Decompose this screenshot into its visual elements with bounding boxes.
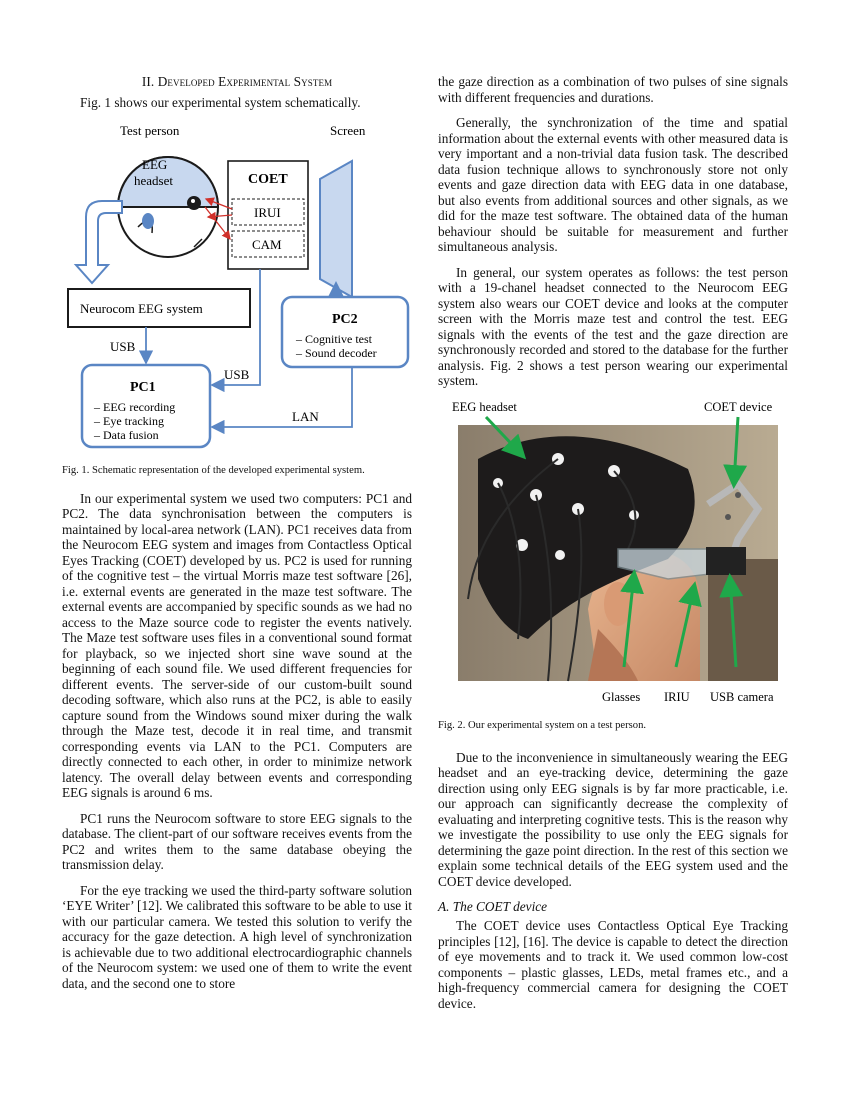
usb-right-label: USB [224,366,250,382]
left-paragraph-2: PC1 runs the Neurocom software to store EEG signals to the database. The client-part of our software receives events from the PC2 and writes them to the same database obeying the transmission delay. [62,810,412,872]
left-column [62,74,412,1001]
screen-shape [320,161,352,297]
pc1-item-1: – EEG recording [94,399,176,414]
right-paragraph-2: Generally, the synchronization of the time and spatial information about the external events with other measured data is very important and a non-trivial data fusion task. The described data fusion technique allows to synchronously store not only events and gaze direction data with EEG data in one database, but also events from additional sources and other signals, as we did for the maze test software. The obtained data of the human behaviour should be suitable for measurement and further simultaneous analysis. [438,115,788,254]
label-test-person: Test person [120,122,180,138]
test-person-head [118,157,218,257]
left-paragraph-1: In our experimental system we used two computers: PC1 and PC2. The data synchronisation between the computers is maintained by local-area network (LAN). PC1 receives data from the Neurocom EEG system and images from Contactless Optical Eyes Tracking (COET) developed by us. PC2 is used for running of the cognitive test – the virtual Morris maze test software [26], i.e. external events are generated in the maze test software. The external events are accompanied by specific sounds as we had no access to the Maze source code to register the events natively. The Maze test software uses files in a conventional sound format for playback, so we injected short sine wave sound at the beginning of each sound file. We used different frequencies for different events. The server-side of our custom-built sound decoding software, which also runs at the PC2, is able to easily capture sound from the Windows sound mixer during the walk through the Maze test, decode it in real time, and transmit corresponding events via LAN to the PC1. Computers are directly connected to each other, in order to minimize network latency. The overall delay between events and corresponding EEG signals is around 6 ms. [62,490,412,800]
section-number: II. [141,74,155,89]
pc2-item-1: – Cognitive test [296,331,372,346]
lan-label: LAN [292,408,319,424]
cam-label: CAM [252,236,282,252]
pc2-label: PC2 [332,311,358,327]
figure-1-caption: Fig. 1. Schematic representation of the developed experimental system. [62,464,365,476]
figure-2-photo [438,399,788,709]
iriu-label: IRUI [254,204,281,220]
label-eeg-headset-2: headset [134,172,173,188]
coet-box [228,161,308,269]
headset-to-neurocom-arrow [76,201,122,283]
subsection-label: A. [438,899,450,914]
right-paragraph-4: Due to the inconvenience in simultaneously wearing the EEG headset and an eye-tracking device, determining the gaze direction using only EEG signals is by far more practicable, i.e. our approach can significantly decrease the complexity of evaluating and interpreting cognitive tests. This is the reason why we investigate the possibility to use only the EEG signals for determining the gaze point direction. In the rest of this section we explain some technical details of the EEG system used and the COET device developed. [438,749,788,889]
pc2-item-2: – Sound decoder [296,345,377,360]
label-fig2-coet-device: COET device [704,399,773,414]
pc1-item-3: – Data fusion [94,427,159,442]
pc1-item-2: – Eye tracking [94,413,164,428]
right-paragraph-1: the gaze direction as a combination of two pulses of sine signals with different frequencies and durations. [438,74,788,105]
label-eeg-headset-1: EEG [142,156,168,172]
intro-paragraph: Fig. 1 shows our experimental system schematically. [80,95,361,110]
section-heading [62,74,412,90]
coet-label: COET [248,171,288,187]
label-fig2-eeg-headset: EEG headset [452,399,517,414]
figure-1-diagram [62,121,412,456]
section-title: Developed Experimental System [157,74,333,89]
neurocom-label: Neurocom EEG system [80,300,203,316]
usb-left-label: USB [110,338,136,354]
photo-image [458,425,778,681]
left-paragraph-3: For the eye tracking we used the third-party software solution ‘EYE Writer’ [12]. We calibrated this software to be able to use it with our particular camera. We tested this solution to verify the accuracy for the gaze detection. A high level of synchronization is achievable due to two additional electrocardiographic channels of the Neurocom system: we used one of them to write the event data, and the second one to store [62,882,412,991]
figure-2-caption: Fig. 2. Our experimental system on a test person. [438,719,647,731]
subsection-heading [438,899,788,915]
label-fig2-usb-camera: USB camera [710,689,774,704]
right-column [438,74,788,1021]
subsection-paragraph-1: The COET device uses Contactless Optical Eye Tracking principles [12], [16]. The device is capable to detect the direction of eye movements and to track it. We used common low-cost components – plastic glasses, LEDs, metal frames etc., and a high-frequency commercial camera for designing the COET device. [438,918,788,1011]
pc1-label: PC1 [130,379,156,395]
label-fig2-iriu: IRIU [664,689,690,704]
label-screen: Screen [330,122,366,138]
subsection-title: The COET device [452,899,548,914]
label-fig2-glasses: Glasses [602,689,641,704]
right-paragraph-3: In general, our system operates as follows: the test person with a 19-chanel headset connected to the Neurocom EEG system also wears our COET device and looks at the computer screen with the Morris maze test and control the test. EEG signals with the events of the test and the gaze direction are synchronously recorded and stored to the database for the further analysis. Fig. 2 shows a test person wearing our experimental system. [438,264,788,388]
